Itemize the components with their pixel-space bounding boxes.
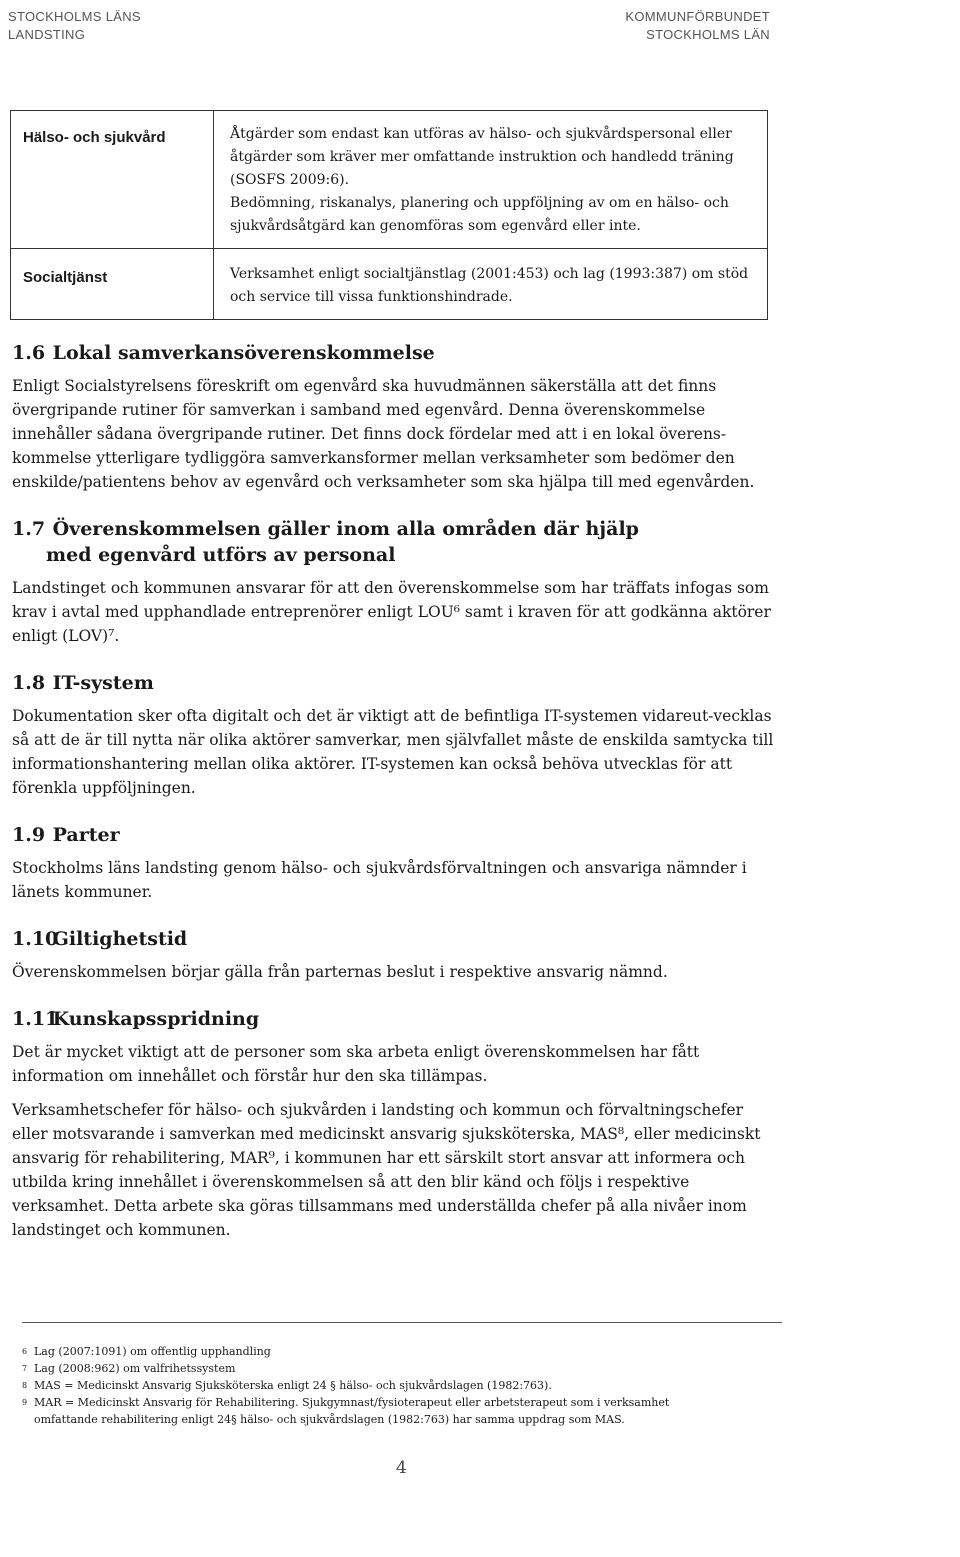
- section-title: Kunskapsspridning: [52, 1008, 260, 1030]
- header-left-org: [8, 8, 141, 44]
- table-row: [11, 111, 768, 249]
- section-heading: [12, 340, 782, 366]
- section-number: 1.10: [12, 928, 59, 950]
- definition-description: [214, 111, 768, 249]
- footnote-text: Lag (2007:1091) om offentlig upphandling: [34, 1345, 271, 1358]
- section-1-6: [12, 340, 782, 494]
- section-paragraph: Det är mycket viktigt att de personer som ska arbeta enligt överenskommelsen har fått information om innehållet och förstår hur den ska tillämpas.: [12, 1043, 700, 1085]
- section-paragraph: Verksamhetschefer för hälso- och sjukvården i landsting och kommun och förvaltningschefer eller motsvarande i samverkan med medicinskt ansvarig sjuksköterska, MAS⁸, eller medicinskt ansvarig för rehabilitering, MAR⁹, i kommunen har ett särskilt stort ansvar att informera och utbilda kring innehållet i överenskommelsen så att den blir känd och följs i respektive verksamhet. Detta arbete ska göras tillsammans med underställda chefer på alla nivåer inom landstinget och kommunen.: [12, 1101, 761, 1239]
- section-1-7: [12, 516, 782, 648]
- section-title: Överenskommelsen gäller inom alla områden där hjälp: [52, 518, 639, 540]
- footnote-text-continued: omfattande rehabilitering enligt 24§ hälso- och sjukvårdslagen (1982:763) har samma uppdrag som MAS.: [34, 1413, 625, 1426]
- definition-line: åtgärder som kräver mer omfattande instruktion och handledd träning: [230, 149, 734, 165]
- section-paragraph: Överenskommelsen börjar gälla från parternas beslut i respektive ansvarig nämnd.: [12, 963, 668, 981]
- footnotes: [22, 1322, 782, 1428]
- section-1-9: [12, 822, 782, 904]
- footnote: [22, 1377, 782, 1394]
- org-name-line1: STOCKHOLMS LÄNS: [8, 9, 141, 24]
- section-title: Lokal samverkansöverenskommelse: [52, 342, 435, 364]
- section-title: Parter: [52, 824, 120, 846]
- definition-line: Åtgärder som endast kan utföras av hälso- och sjukvårdspersonal eller: [230, 126, 732, 142]
- section-paragraph: Enligt Socialstyrelsens föreskrift om egenvård ska huvudmännen säkerställa att det finns övergripande rutiner för samverkan i samband med egenvård. Denna överenskommelse innehåller sådana övergripande rutiner. Det finns dock fördelar med att i en lokal överens-kommelse ytterligare tydliggöra samverkansformer mellan verksamheter som bedömer den enskilde/patientens behov av egenvård och verksamheter som ska hjälpa till med egenvården.: [12, 377, 755, 491]
- section-1-11: [12, 1006, 782, 1242]
- definition-description: [214, 249, 768, 320]
- section-title: IT-system: [52, 672, 154, 694]
- table-row: [11, 249, 768, 320]
- definition-term: Socialtjänst: [11, 249, 214, 320]
- section-number: 1.11: [12, 1008, 59, 1030]
- section-number: 1.9: [12, 824, 46, 846]
- footnote-number: 9: [22, 1398, 28, 1407]
- org-name-line1: KOMMUNFÖRBUNDET: [625, 9, 770, 24]
- footnote-text: MAR = Medicinskt Ansvarig för Rehabilitering. Sjukgymnast/fysioterapeut eller arbetsterapeut som i verksamhet: [34, 1396, 670, 1409]
- definition-line: (SOSFS 2009:6).: [230, 172, 350, 188]
- section-heading: [12, 516, 782, 568]
- section-number: 1.6: [12, 342, 46, 364]
- section-title: Giltighetstid: [52, 928, 188, 950]
- footnote-text: Lag (2008:962) om valfrihetssystem: [34, 1362, 236, 1375]
- document-body: [12, 340, 782, 1264]
- definition-line: Bedömning, riskanalys, planering och uppföljning av om en hälso- och: [230, 195, 729, 211]
- footnote-number: 8: [22, 1381, 28, 1390]
- definitions-table: [10, 110, 768, 320]
- section-heading: [12, 1006, 782, 1032]
- org-name-line2: STOCKHOLMS LÄN: [646, 27, 770, 42]
- section-1-8: [12, 670, 782, 800]
- page-number: 4: [396, 1458, 407, 1478]
- footnote-text: MAS = Medicinskt Ansvarig Sjuksköterska enligt 24 § hälso- och sjukvårdslagen (1982:763).: [34, 1379, 552, 1392]
- section-heading: [12, 926, 782, 952]
- footnote: [22, 1360, 782, 1377]
- section-title-line2: med egenvård utförs av personal: [46, 544, 396, 566]
- org-name-line2: LANDSTING: [8, 27, 86, 42]
- definition-line: och service till vissa funktionshindrade.: [230, 289, 513, 305]
- section-1-10: [12, 926, 782, 984]
- section-paragraph: Dokumentation sker ofta digitalt och det är viktigt att de befintliga IT-systemen vidareut-vecklas så att de är till nytta när olika aktörer samverkar, men självfallet måste de enskilda samtycka till informationshantering mellan olika aktörer. IT-systemen kan också behöva utvecklas för att förenkla uppföljningen.: [12, 707, 774, 797]
- footnote-number: 7: [22, 1364, 28, 1373]
- section-number: 1.7: [12, 518, 46, 540]
- section-paragraph: Landstinget och kommunen ansvarar för att den överenskommelse som har träffats infogas som krav i avtal med upphandlade entreprenörer enligt LOU⁶ samt i kraven för att godkänna aktörer enligt (LOV)⁷.: [12, 579, 771, 645]
- footnote: [22, 1394, 782, 1428]
- footnote-number: 6: [22, 1347, 28, 1356]
- header-right-org: [625, 8, 770, 44]
- footnote: [22, 1343, 782, 1360]
- section-paragraph: Stockholms läns landsting genom hälso- och sjukvårdsförvaltningen och ansvariga nämnder i länets kommuner.: [12, 859, 747, 901]
- definition-line: Verksamhet enligt socialtjänstlag (2001:453) och lag (1993:387) om stöd: [230, 266, 749, 282]
- section-heading: [12, 822, 782, 848]
- definition-line: sjukvårdsåtgärd kan genomföras som egenvård eller inte.: [230, 218, 641, 234]
- section-heading: [12, 670, 782, 696]
- definition-term: Hälso- och sjukvård: [11, 111, 214, 249]
- section-number: 1.8: [12, 672, 46, 694]
